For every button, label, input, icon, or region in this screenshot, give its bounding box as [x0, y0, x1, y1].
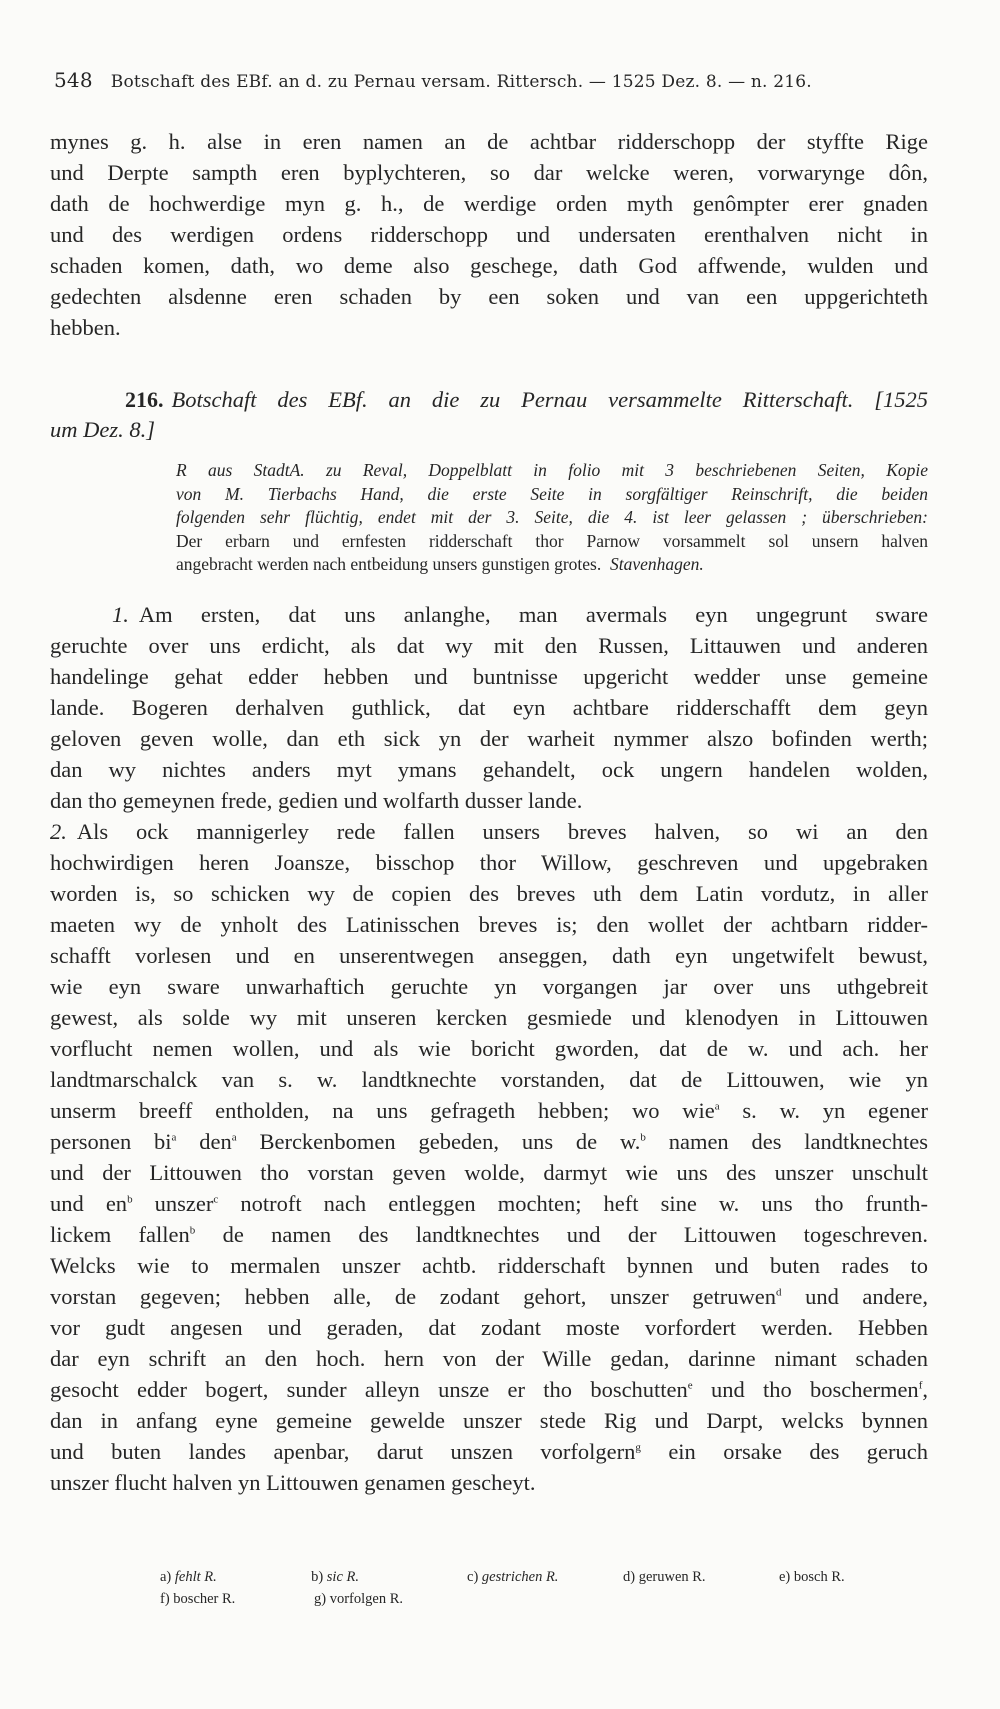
source-line: Der erbarn und ernfesten ridderschaft thor Parnow vorsammelt sol unsern halven [176, 530, 928, 551]
text-line: mynes g. h. alse in eren namen an de achtbar ridderschopp der styffte Rige [50, 129, 928, 154]
text-line: dath de hochwerdige myn g. h., de werdige orden myth genômpter erer gnaden [50, 191, 928, 216]
text-line: worden is, so schicken wy de copien des breves uth dem Latin vordutz, in aller [50, 880, 928, 906]
paragraph-number: 1. [112, 601, 129, 627]
text-line: handelinge gehat edder hebben und buntnisse upgericht wedder unse gemeine [50, 663, 928, 689]
footnote-b: b) sic R. [311, 1569, 359, 1585]
footnote-mark: b [189, 1224, 196, 1236]
text-line: Welcks wie to mermalen unszer achtb. ridderschaft bynnen und buten rades to [50, 1252, 928, 1278]
text-line: und des werdigen ordens ridderschopp und undersaten erenthalven nicht in [50, 222, 928, 247]
footnotes [160, 1566, 930, 1610]
text-line: gedechten alsdenne eren schaden by een soken und van een uppgerichteth [50, 284, 928, 309]
text-line: vorflucht nemen wollen, und als wie boricht gworden, dat de w. und ach. her [50, 1035, 928, 1061]
source-line: folgenden sehr flüchtig, endet mit der 3. Seite, die 4. ist leer gelassen ; überschrieben: [176, 507, 928, 527]
text-line: lande. Bogeren derhalven guthlick, dat eyn achtbare ridderschafft dem geyn [50, 694, 928, 720]
running-header [54, 68, 928, 92]
document-title: Botschaft des EBf. an die zu Pernau versammelte Ritterschaft. [1525 [171, 387, 928, 412]
text-line: vorstan gegeven; hebben alle, de zodant gehort, unszer getruwen$^d$ und andere, [50, 1283, 929, 1309]
footnote-mark: d [776, 1286, 782, 1298]
text-line: gesocht edder bogert, sunder alleyn unsze er tho boschutten$^e$ und tho boschermen$^f$, [50, 1376, 928, 1402]
source-line: R aus StadtA. zu Reval, Doppelblatt in folio mit 3 beschriebenen Seiten, Kopie [176, 460, 928, 480]
document-heading [50, 385, 928, 445]
document-number: 216. [125, 387, 164, 412]
source-signature: Stavenhagen. [609, 554, 704, 574]
source-note [176, 459, 928, 577]
text-line: lickem fallen$^b$ de namen des landtknechtes und der Littouwen togeschreven. [50, 1221, 928, 1247]
footnote-mark: b [640, 1131, 646, 1143]
footnote-g: g) vorfolgen R. [314, 1591, 404, 1607]
intro-paragraph [50, 126, 928, 343]
footnote-c: c) gestrichen R. [467, 1569, 559, 1585]
text-line: und $en^b$ unszer$^c$ notroft nach entleggen mochten; heft sine w. uns tho frunth- [50, 1190, 928, 1216]
footnote-mark: e [687, 1379, 693, 1391]
text-line: dan in anfang eyne gemeine gewelde unszer stede Rig und Darpt, welcks bynnen [50, 1407, 928, 1433]
footnote-mark: b [127, 1193, 133, 1205]
running-title: Botschaft des EBf. an d. zu Pernau versam. Rittersch. — 1525 Dez. 8. — n. 216. [110, 72, 812, 92]
text-line: schaden komen, dath, wo deme also geschege, dath God affwende, wulden und [50, 253, 928, 278]
text-line: vor gudt angesen und geraden, dat zodant moste vorfordert werden. Hebben [50, 1314, 928, 1340]
text-line: geloven geven wolle, dan eth sick yn der warheit nymmer alszo bofinden werth; [50, 725, 928, 751]
text-line: hochwirdigen heren Joansze, bisschop thor Willow, geschreven und upgebraken [50, 849, 928, 875]
paragraph-1 [50, 599, 928, 816]
paragraph-2 [50, 816, 928, 1498]
text-line: wie eyn sware unwarhaftich geruchte yn vorgangen jar over uns uthgebreit [50, 973, 928, 999]
footnote-mark: g [635, 1441, 641, 1453]
footnote-mark: c [213, 1193, 219, 1205]
text-line: landtmarschalck van s. w. landtknechte vorstanden, dat de Littouwen, wie yn [50, 1066, 928, 1092]
text-line: unserm breeff entholden, na uns gefrageth hebben; wo wie$^a$ s. w. yn egener [50, 1097, 928, 1123]
source-line: von M. Tierbachs Hand, die erste Seite in sorgfältiger Reinschrift, die beiden [176, 483, 928, 504]
page [50, 68, 928, 1498]
text-line: maeten wy de ynholt des Latinisschen breves is; den wollet der achtbarn ridder- [50, 911, 928, 937]
document-date: um Dez. 8.] [50, 417, 155, 442]
text-line: dan wy nichtes anders myt ymans gehandelt, ock ungern handelen wolden, [50, 756, 928, 782]
footnote-mark: a [171, 1131, 177, 1143]
page-number: 548 [54, 68, 93, 92]
text-line: Als ock mannigerley rede fallen unsers breves halven, so wi an den [76, 818, 928, 844]
footnote-e: e) bosch R. [778, 1569, 845, 1585]
footnote-d: d) geruwen R. [623, 1569, 706, 1585]
text-line: unszer flucht halven yn Littouwen genamen gescheyt. [50, 1469, 536, 1495]
footnote-mark: f [918, 1379, 923, 1391]
text-line: hebben. [50, 315, 121, 340]
text-line: und der Littouwen tho vorstan geven wolde, darmyt wie uns des unszer unschult [50, 1159, 928, 1185]
footnote-f: f) boscher R. [160, 1591, 236, 1607]
text-line: dan tho gemeynen frede, gedien und wolfarth dusser lande. [50, 787, 583, 813]
paragraph-number: 2. [50, 818, 67, 844]
text-line: und Derpte sampth eren byplychteren, so dar welcke weren, vorwarynge dôn, [50, 160, 928, 185]
text-line: schafft vorlesen und en unserentwegen anseggen, dath eyn ungetwifelt bewust, [50, 942, 928, 968]
source-line: angebracht werden nach entbeidung unsers gunstigen grotes. [176, 554, 602, 574]
text-line: gewest, als solde wy mit unseren kercken gesmiede und klenodyen in Littouwen [50, 1004, 928, 1030]
footnote-mark: a [714, 1100, 720, 1112]
footnote-a: a) fehlt R. [160, 1569, 217, 1585]
text-line: dar eyn schrift an den hoch. hern von der Wille gedan, darinne nimant schaden [50, 1345, 928, 1371]
text-line: und buten landes apenbar, darut unszen vorfolgern$^g$ ein orsake des geruch [50, 1438, 929, 1464]
footnote-mark: a [231, 1131, 237, 1143]
text-line: personen $bi^a$ den$^a$ Berckenbomen gebeden, uns de w.$^b$ namen des landtknechtes [50, 1128, 928, 1154]
text-line: geruchte over uns erdicht, als dat wy mit den Russen, Littauwen und anderen [50, 632, 928, 658]
text-line: Am ersten, dat uns anlanghe, man avermals eyn ungegrunt sware [138, 601, 928, 627]
